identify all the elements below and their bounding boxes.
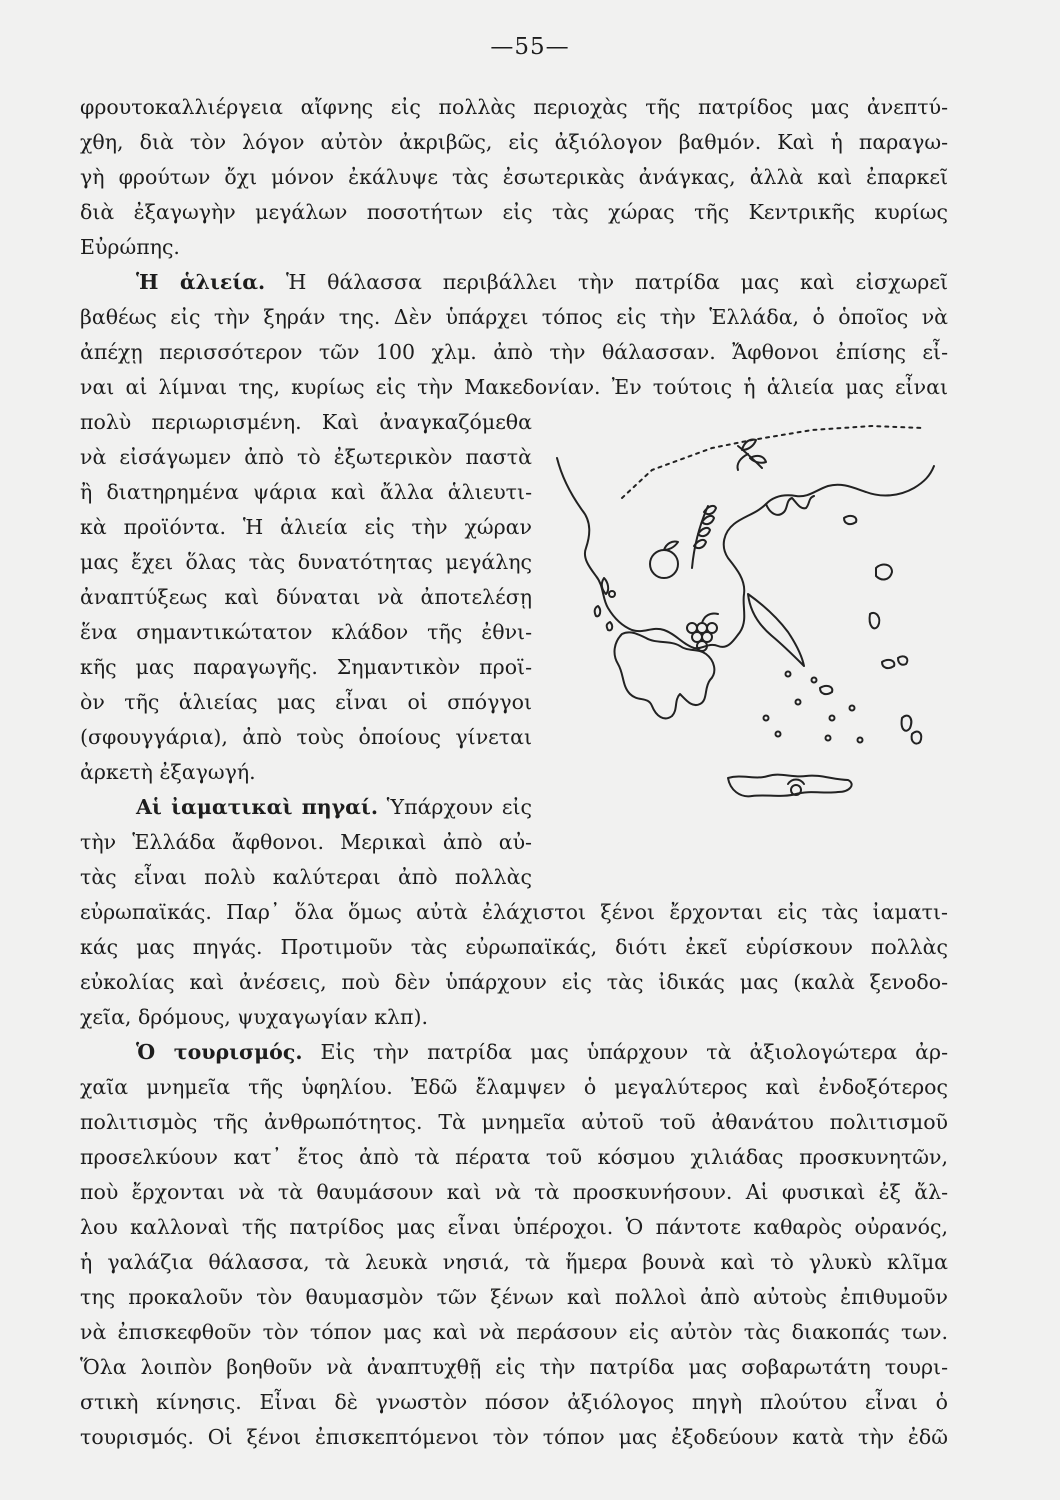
text-line: φρουτοκαλλιέργεια αἴφνης εἰς πολλὰς περιοχὰς τῆς πατρίδος μας ἀνεπτύ- bbox=[80, 95, 948, 119]
text-line: της προκαλοῦν τὸν θαυμασμὸν τῶν ξένων καὶ πολλοὶ ἀπὸ αὐτοὺς ἐπιθυμοῦν bbox=[80, 1285, 948, 1309]
section-heading-tourism: Ὁ τουρισμός. bbox=[136, 1040, 303, 1064]
text-line: Ἡ θάλασσα περιβάλλει τὴν πατρίδα μας καὶ εἰσχωρεῖ bbox=[285, 270, 948, 294]
text-line: Εὐρώπης. bbox=[80, 235, 180, 259]
tourism-first-line bbox=[80, 1037, 948, 1067]
springs-first-line bbox=[80, 792, 532, 822]
text-line: Ὑπάρχουν εἰς bbox=[386, 795, 532, 819]
peloponnese-outline bbox=[615, 632, 715, 718]
northern-border bbox=[622, 426, 922, 498]
text-line: κάς μας πηγάς. Προτιμοῦν τὰς εὐρωπαϊκάς, διότι ἐκεῖ εὑρίσκουν πολλὰς bbox=[80, 935, 948, 959]
text-line: τὰς εἶναι πολὺ καλύτεραι ἀπὸ πολλὰς bbox=[80, 865, 532, 889]
aegean-island bbox=[898, 656, 907, 664]
text-line: νὰ ἐπισκεφθοῦν τὸν τόπον μας καὶ νὰ περάσουν εἰς αὐτὸν τὰς διακοπάς των. bbox=[80, 1320, 948, 1344]
text-line: χθη, διὰ τὸν λόγον αὐτὸν ἀκριβῶς, εἰς ἀξιόλογον βαθμόν. Καὶ ἡ παραγω- bbox=[80, 130, 948, 154]
aegean-island bbox=[844, 516, 856, 524]
text-line: γὴ φρούτων ὄχι μόνον ἐκάλυψε τὰς ἐσωτερικὰς ἀνάγκας, ἀλλὰ καὶ ἐπαρκεῖ bbox=[80, 165, 948, 189]
ionian-island bbox=[595, 606, 600, 616]
text-line: Εἰς τὴν πατρίδα μας ὑπάρχουν τὰ ἀξιολογώτερα ἀρ- bbox=[320, 1040, 948, 1064]
aegean-island bbox=[820, 686, 832, 694]
text-line: λου καλλοναὶ τῆς πατρίδος μας εἶναι ὑπέροχοι. Ὁ πάντοτε καθαρὸς οὐρανός, bbox=[80, 1215, 948, 1239]
olive-branch-icon bbox=[737, 439, 766, 470]
text-line: ὸν τῆς ἁλιείας μας εἶναι οἱ σπόγγοι bbox=[80, 690, 532, 714]
dodecanese-island bbox=[902, 716, 912, 731]
wheat-icon bbox=[692, 506, 716, 568]
mainland-outline bbox=[557, 458, 934, 648]
page-number: —55— bbox=[490, 34, 570, 60]
text-line: προσελκύουν κατ᾽ ἔτος ἀπὸ τὰ πέρατα τοῦ κόσμου χιλιάδας προσκυνητῶν, bbox=[80, 1145, 948, 1169]
text-line: πολιτισμὸς τῆς ἀνθρωπότητος. Τὰ μνημεῖα αὐτοῦ τοῦ ἀθανάτου πολιτισμοῦ bbox=[80, 1110, 948, 1134]
text-line: ἀναπτύξεως καὶ δύναται νὰ ἀποτελέσῃ bbox=[80, 585, 532, 609]
text-line: τὴν Ἑλλάδα ἄφθονοι. Μερικαὶ ἀπὸ αὐ- bbox=[80, 830, 532, 854]
text-line: ἕνα σημαντικώτατον κλάδον τῆς ἐθνι- bbox=[80, 620, 532, 644]
crete-island bbox=[728, 775, 852, 797]
text-line: ἢ διατηρημένα ψάρια καὶ ἄλλα ἁλιευτι- bbox=[80, 480, 532, 504]
section-heading-fishing: Ἡ ἁλιεία. bbox=[136, 270, 266, 294]
text-line: ναι αἱ λίμναι της, κυρίως εἰς τὴν Μακεδονίαν. Ἐν τούτοις ἡ ἁλιεία μας εἶναι bbox=[80, 375, 948, 399]
aegean-island bbox=[876, 565, 892, 580]
aegean-island bbox=[870, 613, 880, 628]
text-line: χεῖα, δρόμους, ψυχαγωγίαν κλπ). bbox=[80, 1005, 429, 1029]
greece-map-illustration bbox=[552, 418, 948, 838]
evia-island bbox=[748, 594, 804, 666]
text-line: (σφουγγάρια), ἀπὸ τοὺς ὁποίους γίνεται bbox=[80, 725, 532, 749]
text-line: βαθέως εἰς τὴν ξηράν της. Δὲν ὑπάρχει τόπος εἰς τὴν Ἑλλάδα, ὁ ὁποῖος νὰ bbox=[80, 305, 948, 329]
text-line: διὰ ἐξαγωγὴν μεγάλων ποσοτήτων εἰς τὰς χώρας τῆς Κεντρικῆς κυρίως bbox=[80, 200, 948, 224]
text-line: πολὺ περιωρισμένη. Καὶ ἀναγκαζόμεθα bbox=[80, 410, 532, 434]
ionian-island bbox=[607, 622, 612, 630]
text-line: χαῖα μνημεῖα τῆς ὑφηλίου. Ἐδῶ ἔλαμψεν ὁ μεγαλύτερος καὶ ἐνδοξότερος bbox=[80, 1075, 948, 1099]
text-line: εὐκολίας καὶ ἀνέσεις, ποὺ δὲν ὑπάρχουν εἰς τὰς ἰδικάς μας (καλὰ ξενοδο- bbox=[80, 970, 948, 994]
text-line: ποὺ ἔρχονται νὰ τὰ θαυμάσουν καὶ νὰ τὰ προσκυνήσουν. Αἱ φυσικαὶ ἐξ ἄλ- bbox=[80, 1180, 948, 1204]
fishing-first-line bbox=[80, 267, 948, 297]
text-line: ἡ γαλάζια θάλασσα, τὰ λευκὰ νησιά, τὰ ἥμερα βουνὰ καὶ τὸ γλυκὺ κλῖμα bbox=[80, 1250, 948, 1274]
text-line: κῆς μας παραγωγῆς. Σημαντικὸν προϊ- bbox=[80, 655, 532, 679]
text-line: ἀρκετὴ ἐξαγωγή. bbox=[80, 760, 256, 784]
text-line: κὰ προϊόντα. Ἡ ἁλιεία εἰς τὴν χώραν bbox=[80, 515, 532, 539]
text-line: ἀπέχῃ περισσότερον τῶν 100 χλμ. ἀπὸ τὴν θάλασσαν. Ἄφθονοι ἐπίσης εἶ- bbox=[80, 340, 948, 364]
text-line: τουρισμός. Οἱ ξένοι ἐπισκεπτόμενοι τὸν τόπον μας ἐξοδεύουν κατὰ τὴν ἐδῶ bbox=[80, 1425, 948, 1449]
rhodes-island bbox=[912, 732, 922, 744]
text-line: νὰ εἰσάγωμεν ἀπὸ τὸ ἐξωτερικὸν παστὰ bbox=[80, 445, 532, 469]
text-line: εὐρωπαϊκάς. Παρ᾽ ὅλα ὅμως αὐτὰ ἐλάχιστοι ξένοι ἔρχονται εἰς τὰς ἰαματι- bbox=[80, 900, 948, 924]
fruit-icon bbox=[650, 541, 678, 578]
section-heading-springs: Αἱ ἰαματικαὶ πηγαί. bbox=[136, 795, 378, 819]
text-line: Ὅλα λοιπὸν βοηθοῦν νὰ ἀναπτυχθῇ εἰς τὴν πατρίδα μας σοβαρωτάτη τουρι- bbox=[80, 1355, 948, 1379]
text-line: μας ἔχει ὅλας τὰς δυνατότητας μεγάλης bbox=[80, 550, 532, 574]
text-line: στικὴ κίνησις. Εἶναι δὲ γνωστὸν πόσον ἀξιόλογος πηγὴ πλούτου εἶναι ὁ bbox=[80, 1390, 948, 1414]
aegean-island bbox=[882, 660, 894, 668]
